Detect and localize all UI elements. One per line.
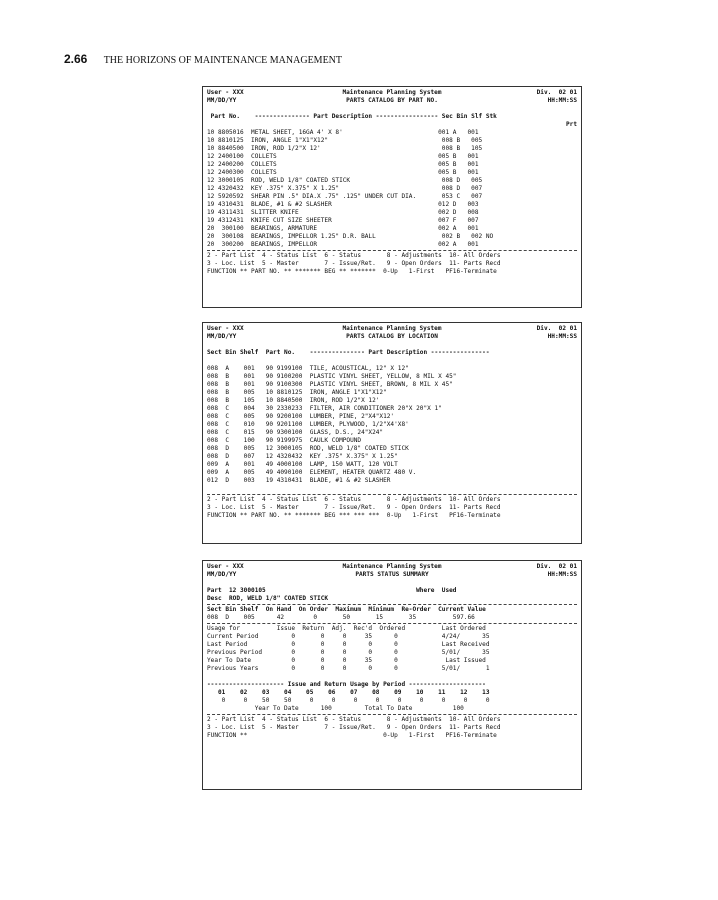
screen-title: PARTS STATUS SUMMARY: [355, 571, 429, 578]
time-label: HH:MM:SS: [547, 97, 577, 104]
stock-values: 008 D 005 42 0 50 15 35 597.66: [207, 614, 475, 621]
divider: [207, 250, 577, 251]
text-line: 008 C 100 90 9199975 CAULK COMPOUND: [207, 437, 362, 444]
text-line: 008 C 004 30 2330233 FILTER, AIR CONDITIONER 20"X 20"X 1": [207, 405, 442, 412]
column-header: Part No. --------------- Part Description ----------------- Sec Bin Slf Stk: [207, 113, 497, 120]
text-line: 2 - Part List 4 - Status List 6 - Status 8 - Adjustments 10- All Orders: [207, 496, 501, 503]
text-line: Usage for Issue Return Adj. Rec'd Ordered Last Ordered: [207, 625, 486, 632]
screen-sub-line: [207, 333, 577, 341]
text-line: 008 C 005 90 9200100 LUMBER, PINE, 2"X4"X12': [207, 413, 395, 420]
screen-sub-line: [207, 97, 577, 105]
time-label: HH:MM:SS: [547, 333, 577, 340]
text-line: 3 - Loc. List 5 - Master 7 - Issue/Ret. 9 - Open Orders 11- Parts Recd: [207, 260, 501, 267]
text-line: 3 - Loc. List 5 - Master 7 - Issue/Ret. 9 - Open Orders 11- Parts Recd: [207, 724, 501, 731]
function-key-footer: [207, 716, 577, 740]
running-header: [64, 52, 342, 66]
divider: [207, 494, 577, 495]
system-title: Maintenance Planning System: [342, 325, 442, 332]
system-title: Maintenance Planning System: [342, 563, 442, 570]
screen-sub-line: [207, 571, 577, 579]
text-line: Previous Years 0 0 0 0 0 5/01/ 1: [207, 665, 490, 672]
division-label: Div. 02 01: [536, 89, 577, 96]
text-line: 12 2400200 COLLETS 005 B 001: [207, 161, 479, 168]
text-line: 19 4311431 SLITTER KNIFE 002 D 008: [207, 209, 479, 216]
text-line: 12 5920592 SHEAR PIN .5" DIA.X .75" .125" UNDER CUT DIA. 053 C 007: [207, 193, 483, 200]
column-header-prt: Prt: [565, 121, 577, 128]
parts-list: [207, 129, 577, 249]
text-line: 2 - Part List 4 - Status List 6 - Status 8 - Adjustments 10- All Orders: [207, 252, 501, 259]
date-label: MM/DD/YY: [207, 97, 237, 104]
text-line: 12 3000105 ROD, WELD 1/8" COATED STICK 008 D 005: [207, 177, 483, 184]
text-line: 009 A 005 49 4090100 ELEMENT, HEATER QUARTZ 480 V.: [207, 469, 417, 476]
text-line: 19 4310431 BLADE, #1 & #2 SLASHER 012 D 003: [207, 201, 479, 208]
screen-top-line: [207, 325, 577, 333]
screen-title: PARTS CATALOG BY LOCATION: [346, 333, 438, 340]
usage-table: [207, 625, 577, 673]
text-line: 008 D 007 12 4320432 KEY .375" X.375" X 1.25": [207, 453, 398, 460]
text-line: FUNCTION ** 0-Up 1-First PF16-Terminate: [207, 732, 497, 739]
text-line: 009 A 001 49 4000100 LAMP, 150 WATT, 120 VOLT: [207, 461, 398, 468]
running-title: THE HORIZONS OF MAINTENANCE MANAGEMENT: [103, 55, 343, 66]
divider: [207, 623, 577, 624]
stock-header: Sect Bin Shelf On Hand On Order Maximum Minimum Re-Order Current Value: [207, 606, 486, 613]
divider: [207, 714, 577, 715]
text-line: Last Period 0 0 0 0 0 Last Received: [207, 641, 490, 648]
text-line: 012 D 003 19 4310431 BLADE, #1 & #2 SLASHER: [207, 477, 391, 484]
screen-top-line: [207, 89, 577, 97]
text-line: 10 8810125 IRON, ANGLE 1"X1"X12" 008 B 005: [207, 137, 483, 144]
part-number-line: Part 12 3000105 Where Used: [207, 587, 457, 594]
text-line: 3 - Loc. List 5 - Master 7 - Issue/Ret. 9 - Open Orders 11- Parts Recd: [207, 504, 501, 511]
time-label: HH:MM:SS: [547, 571, 577, 578]
screen-top-line: [207, 563, 577, 571]
text-line: 20 300100 BEARINGS, ARMATURE 002 A 001: [207, 225, 479, 232]
screen-parts-status-summary: [202, 560, 582, 790]
system-title: Maintenance Planning System: [342, 89, 442, 96]
text-line: 008 B 005 10 8810125 IRON, ANGLE 1"X1"X12": [207, 389, 387, 396]
text-line: 12 4320432 KEY .375" X.375" X 1.25" 008 D 007: [207, 185, 483, 192]
text-line: 008 A 001 90 9199100 TILE, ACOUSTICAL, 12" X 12": [207, 365, 409, 372]
text-line: FUNCTION ** PART NO. ** ******* BEG *** *** *** 0-Up 1-First PF16-Terminate: [207, 512, 501, 519]
text-line: 20 300108 BEARINGS, IMPELLOR 1.25" D.R. BALL 002 B 002 NO: [207, 233, 494, 240]
date-label: MM/DD/YY: [207, 333, 237, 340]
period-totals: Year To Date 100 Total To Date 100: [207, 705, 464, 712]
text-line: 008 D 005 12 3000105 ROD, WELD 1/8" COATED STICK: [207, 445, 409, 452]
screen-parts-catalog-by-location: [202, 322, 582, 544]
text-line: 008 B 105 10 8840500 IRON, ROD 1/2"X 12': [207, 397, 380, 404]
text-line: 008 C 010 90 9201100 LUMBER, PLYWOOD, 1/2"X4'X8': [207, 421, 409, 428]
text-line: 12 2400100 COLLETS 005 B 001: [207, 153, 479, 160]
text-line: 008 C 015 90 9300100 GLASS, D.S., 24"X24": [207, 429, 384, 436]
text-line: Current Period 0 0 0 35 0 4/24/ 35: [207, 633, 490, 640]
date-label: MM/DD/YY: [207, 571, 237, 578]
text-line: 10 8840500 IRON, ROD 1/2"X 12' 008 B 105: [207, 145, 483, 152]
text-line: 10 8805016 METAL SHEET, 16GA 4' X 8' 001 A 001: [207, 129, 479, 136]
text-line: 12 2400300 COLLETS 005 B 001: [207, 169, 479, 176]
function-key-footer: [207, 496, 577, 520]
user-label: User - XXX: [207, 325, 244, 332]
period-usage-title: --------------------- Issue and Return Usage by Period ---------------------: [207, 681, 486, 688]
user-label: User - XXX: [207, 89, 244, 96]
screen-parts-catalog-by-part-no: [202, 86, 582, 308]
text-line: 19 4312431 KNIFE CUT SIZE SHEETER 007 F 007: [207, 217, 479, 224]
text-line: Year To Date 0 0 0 35 0 Last Issued: [207, 657, 486, 664]
text-line: 20 300200 BEARINGS, IMPELLOR 002 A 001: [207, 241, 479, 248]
text-line: 008 B 001 90 9100300 PLASTIC VINYL SHEET, BROWN, 8 MIL X 45": [207, 381, 453, 388]
text-line: 008 B 001 90 9100200 PLASTIC VINYL SHEET, YELLOW, 8 MIL X 45": [207, 373, 457, 380]
screen-title: PARTS CATALOG BY PART NO.: [346, 97, 438, 104]
text-line: Previous Period 0 0 0 0 0 5/01/ 35: [207, 649, 490, 656]
divider: [207, 604, 577, 605]
period-values: 0 0 50 50 0 0 0 0 0 0 0 0 0: [207, 697, 490, 704]
division-label: Div. 02 01: [536, 563, 577, 570]
part-description-line: Desc ROD, WELD 1/8" COATED STICK: [207, 595, 329, 602]
text-line: FUNCTION ** PART NO. ** ******* BEG ** ******* 0-Up 1-First PF16-Terminate: [207, 268, 497, 275]
user-label: User - XXX: [207, 563, 244, 570]
period-numbers: 01 02 03 04 05 06 07 08 09 10 11 12 13: [207, 689, 490, 696]
division-label: Div. 02 01: [536, 325, 577, 332]
text-line: 2 - Part List 4 - Status List 6 - Status 8 - Adjustments 10- All Orders: [207, 716, 501, 723]
function-key-footer: [207, 252, 577, 276]
location-list: [207, 365, 577, 485]
column-header: Sect Bin Shelf Part No. --------------- Part Description ----------------: [207, 349, 490, 356]
page-number: 2.66: [64, 52, 88, 66]
